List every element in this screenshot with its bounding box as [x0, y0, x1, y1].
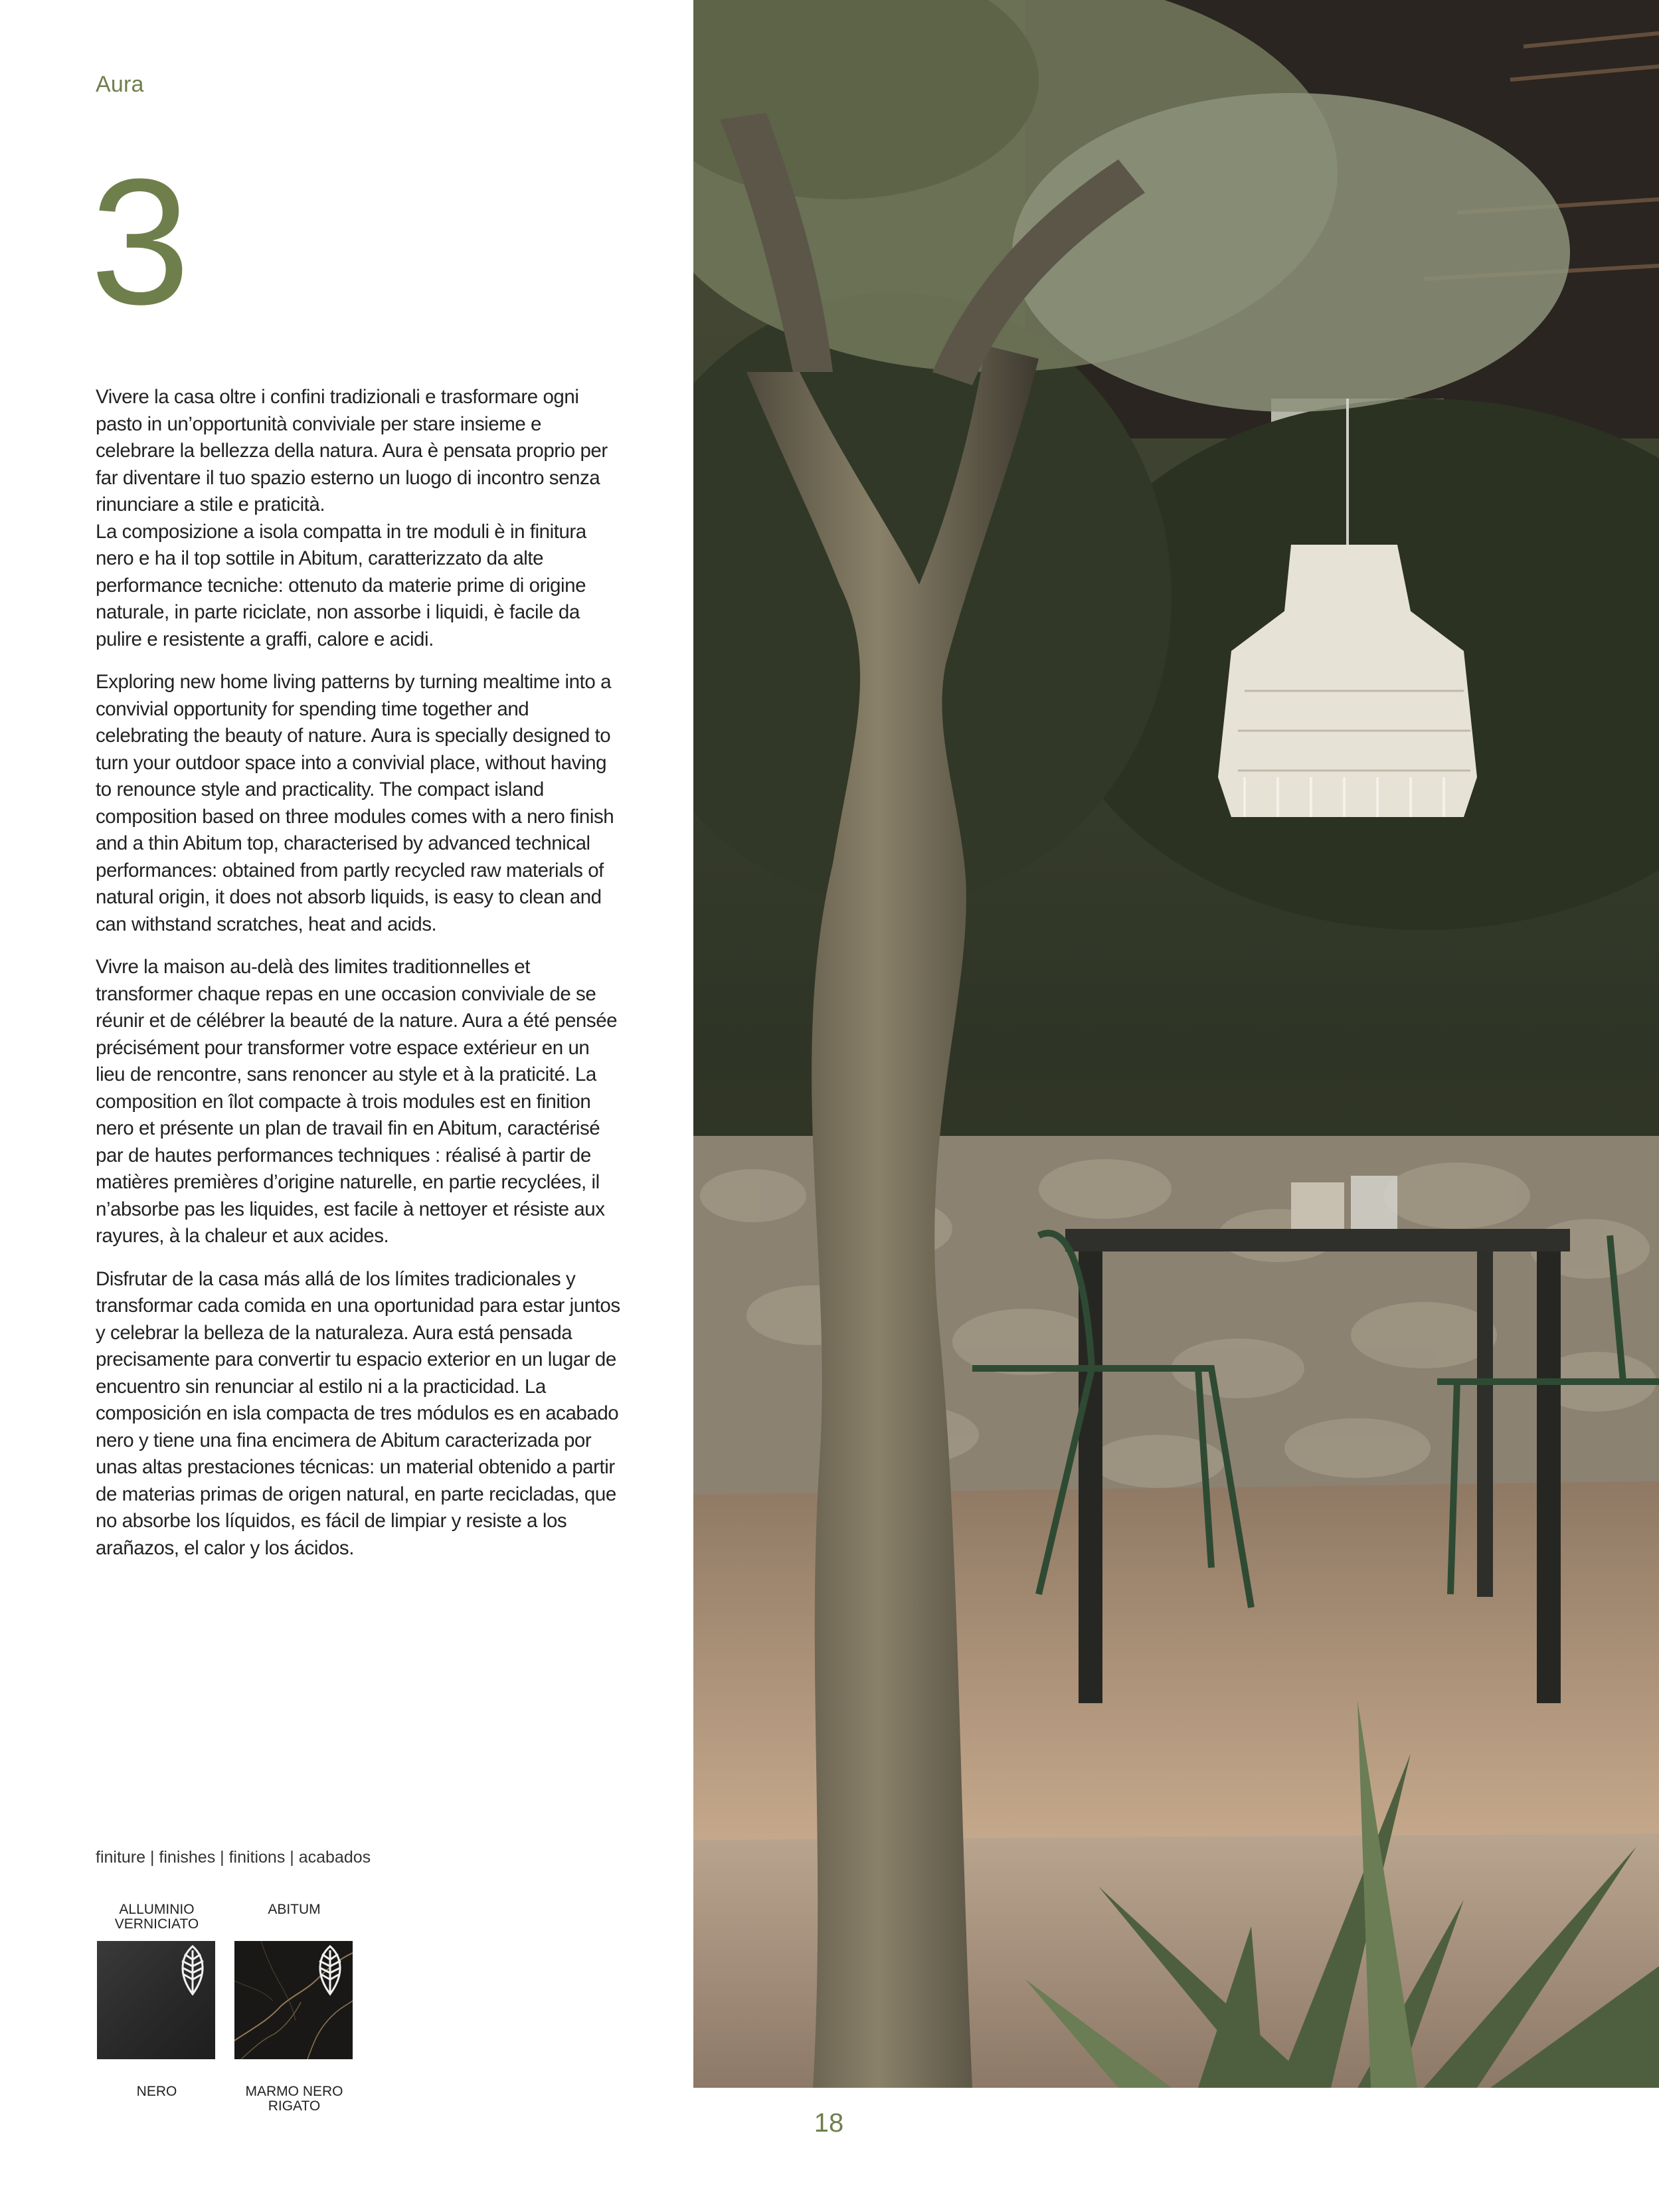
- chapter-number: 3: [90, 142, 191, 342]
- hero-photo: [693, 0, 1659, 2088]
- section-title: Aura: [96, 72, 144, 97]
- outdoor-dining-illustration: [693, 0, 1659, 2088]
- leaf-icon: [173, 1944, 213, 1997]
- page-number: 18: [814, 2108, 844, 2138]
- finishes-header: finiture | finishes | finitions | acabados: [96, 1848, 371, 1867]
- swatch-image: [234, 1941, 353, 2059]
- swatch-color-label: NERO: [136, 2084, 177, 2099]
- swatch-color-label: MARMO NERO RIGATO: [245, 2084, 343, 2114]
- swatch-image: [97, 1941, 215, 2059]
- swatch-material-label: ALLUMINIO VERNICIATO: [114, 1902, 199, 1932]
- finish-swatch-nero: [97, 1902, 217, 2099]
- finish-swatch-marmo: [234, 1902, 354, 2114]
- paragraph-fr: Vivre la maison au-delà des limites traditionnelles et transformer chaque repas en une occasion conviviale de se réunir et de célébrer la beauté de la nature. Aura a été pensée précisément pour transformer votre espace extérieur en un lieu de rencontre, sans renoncer au style et à la praticité. La composition en îlot compacte à trois modules est en finition nero et présente un plan de travail fin en Abitum, caractérisé par de hautes performances techniques : réalisé à partir de matières premières d’origine naturelle, en partie recyclées, il n’absorbe pas les liquides, est facile à nettoyer et résiste aux rayures, à la chaleur et aux acides.: [96, 956, 618, 1247]
- description-text: [96, 384, 620, 1578]
- paragraph-en: Exploring new home living patterns by turning mealtime into a convivial opportunity for spending time together and celebrating the beauty of nature. Aura is specially designed to turn your outdoor space into a convivial place, without having to renounce style and practicality. The compact island composition based on three modules comes with a nero finish and a thin Abitum top, characterised by advanced technical performances: obtained from partly recycled raw materials of natural origin, it does not absorb liquids, is easy to clean and can withstand scratches, heat and acids.: [96, 671, 614, 935]
- leaf-icon: [310, 1944, 350, 1997]
- paragraph-es: Disfrutar de la casa más allá de los límites tradicionales y transformar cada comida en una oportunidad para estar juntos y celebrar la belleza de la naturaleza. Aura está pensada precisamente para convertir tu espacio exterior en un lugar de encuentro sin renunciar al estilo ni a la practicidad. La composición en isla compacta de tres módulos es en acabado nero y tiene una fina encimera de Abitum caracterizada por unas altas prestaciones técnicas: un material obtenido a partir de materias primas de origen natural, en parte recicladas, que no absorbe los líquidos, es fácil de limpiar y resiste a los arañazos, el calor y los ácidos.: [96, 1267, 620, 1559]
- paragraph-it: Vivere la casa oltre i confini tradizionali e trasformare ogni pasto in un’opportunità conviviale per stare insieme e celebrare la bellezza della natura. Aura è pensata proprio per far diventare il tuo spazio esterno un luogo di incontro senza rinunciare a stile e praticità. La composizione a isola compatta in tre moduli è in finitura nero e ha il top sottile in Abitum, caratterizzato da alte performance tecniche: ottenuto da materie prime di origine naturale, in parte riciclate, non assorbe i liquidi, è facile da pulire e resistente a graffi, calore e acidi.: [96, 386, 608, 650]
- swatch-material-label: ABITUM: [268, 1902, 321, 1917]
